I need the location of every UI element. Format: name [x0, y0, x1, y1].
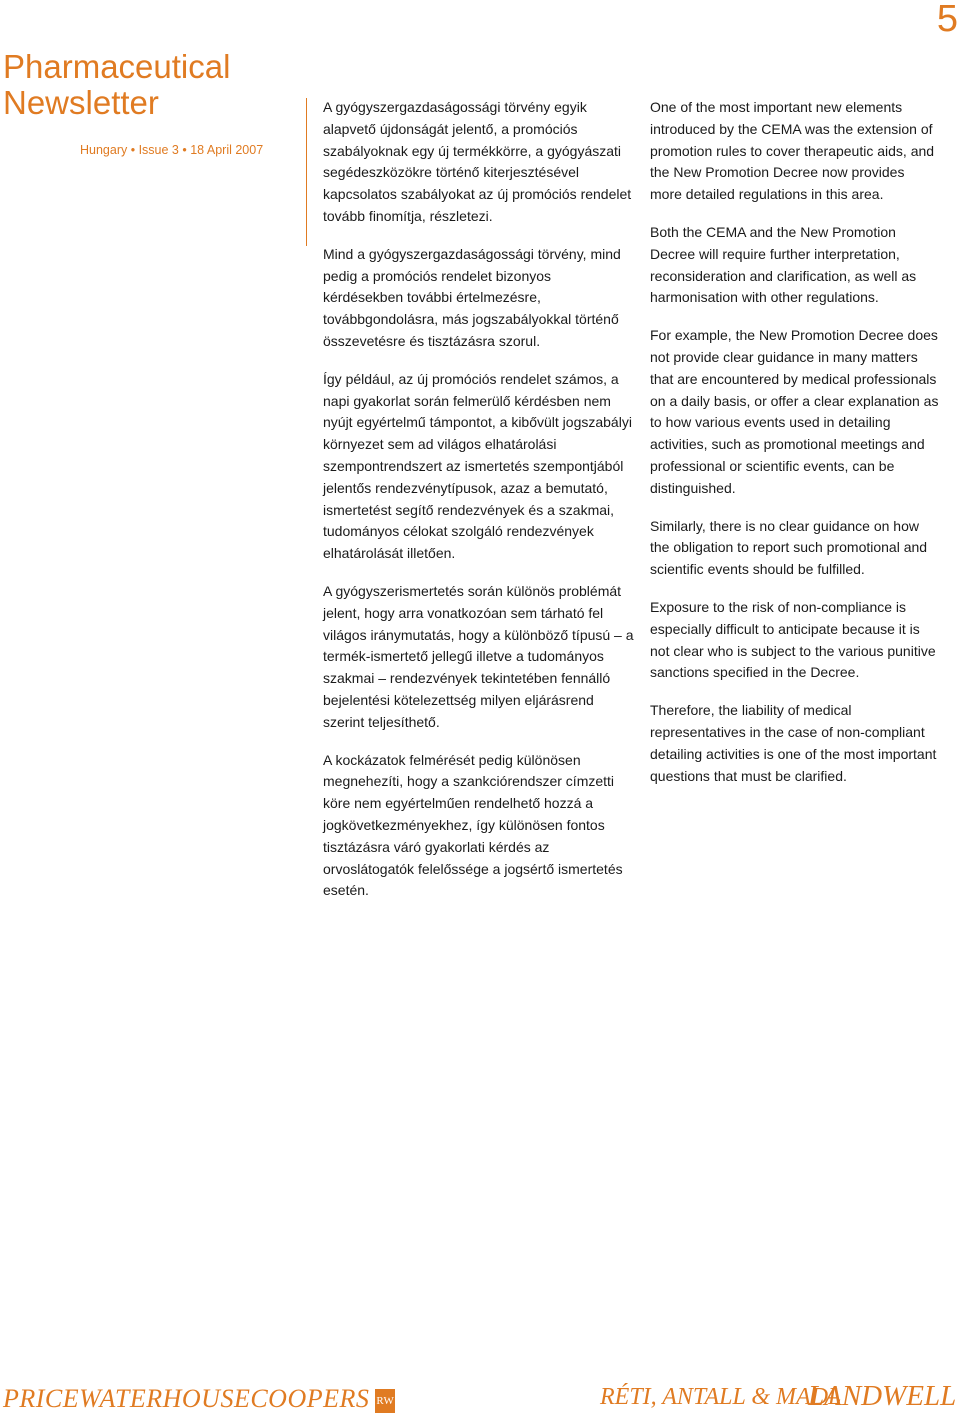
- issue-info: Hungary • Issue 3 • 18 April 2007: [80, 143, 264, 157]
- en-paragraph-5: Exposure to the risk of non-compliance is especially difficult to anticipate because it is not clear who is subject to the various punitive sanctions specified in the Decree.: [650, 598, 936, 681]
- en-paragraph-2: Both the CEMA and the New Promotion Decree will require further interpretation, reconsideration and clarification, as well as harmonisation with other regulations.: [650, 223, 917, 306]
- hu-paragraph-5: A kockázatok felmérését pedig különösen megnehezíti, hogy a szankciórendszer címzetti köre nem egyértelműen rendelhető hozzá a jogkövetkezményekhez, így különösen fontos tisztázásra váró gyakorlati kérdés az orvoslátogatók felelőssége a jogsértő ismertetés esetén.: [323, 751, 623, 899]
- en-paragraph-3: For example, the New Promotion Decree does not provide clear guidance in many matters that are encountered by medical professionals on a daily basis, or offer a clear explanation as to how various events used in detailing activities, such as promotional meetings and professional or scientific events, can be distinguished.: [650, 327, 939, 496]
- pwc-logo: [3, 1384, 395, 1414]
- hu-paragraph-2: Mind a gyógyszergazdaságossági törvény, mind pedig a promóciós rendelet bizonyos kérdésekben további értelmezésre, továbbgondolásra, más jogszabályokkal történő összevetésre és tisztázásra szorul.: [323, 245, 621, 349]
- newsletter-title: Pharmaceutical Newsletter: [3, 48, 231, 121]
- english-column: [650, 97, 940, 803]
- page-number: 5: [936, 0, 958, 40]
- reti-antall-madl-logo: RÉTI, ANTALL & MADL: [600, 1384, 842, 1410]
- hu-paragraph-3: Így például, az új promóciós rendelet számos, a napi gyakorlat során felmerülő kérdésben nem nyújt egyértelmű támpontot, a kibővült jogszabályi környezet sem ad világos elhatárolási szempontrendszert az ismertetés szempontjából jelentős rendezvénytípusok, azaz a bemutató, ismertetést segítő rendezvények és a szakmai, tudományos célokat szolgáló rendezvények elhatárolását illetően.: [323, 370, 632, 562]
- hu-paragraph-4: A gyógyszerismertetés során különös problémát jelent, hogy arra vonatkozóan sem tárható fel világos iránymutatás, hogy a különböző típusú – a termék-ismertető jellegű illetve a tudományos szakmai – rendezvények tekintetében fennálló bejelentési kötelezettség milyen eljárásrend szerint teljesíthető.: [323, 582, 634, 730]
- landwell-logo: LANDWELL: [808, 1380, 957, 1412]
- hu-paragraph-1: A gyógyszergazdaságossági törvény egyik alapvető újdonságát jelentő, a promóciós szabályoknak egy új termékkörre, a gyógyászati segédeszközökre történő kiterjesztésével kapcsolatos szabályokat az új promóciós rendelet tovább finomítja, részletezi.: [323, 99, 632, 224]
- en-paragraph-1: One of the most important new elements introduced by the CEMA was the extension of promotion rules to cover therapeutic aids, and the New Promotion Decree now provides more detailed regulations in this area.: [650, 99, 935, 203]
- pwc-logo-text: PRICEWATERHOUSECOOPERS: [3, 1384, 370, 1413]
- hungarian-column: [323, 97, 635, 918]
- en-paragraph-6: Therefore, the liability of medical representatives in the case of non-compliant detailing activities is one of the most important questions that must be clarified.: [650, 702, 937, 784]
- pwc-logo-mark: RW: [375, 1389, 395, 1413]
- en-paragraph-4: Similarly, there is no clear guidance on how the obligation to report such promotional and scientific events should be fulfilled.: [650, 517, 928, 578]
- vertical-divider: [306, 98, 307, 246]
